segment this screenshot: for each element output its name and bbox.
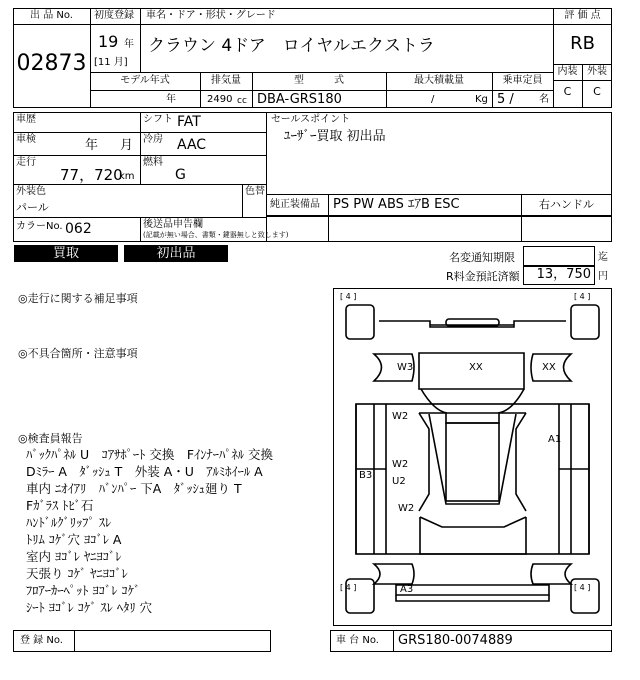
damage-tag-left-rear: B3: [359, 470, 373, 481]
tag-first-listing: 初出品: [124, 245, 228, 262]
chassis-number: GRS180-0074889: [398, 633, 513, 648]
inspection-label: 車検: [16, 134, 36, 145]
score-value: RB: [570, 33, 595, 54]
damage-tag-roof-2: U2: [392, 476, 406, 487]
steering-side: 右ハンドル: [539, 198, 594, 211]
registration-label: 登 録 No.: [20, 635, 63, 646]
report-line: ｼｰﾄ ﾖｺﾞﾚ ｺｹﾞ ｽﾚ ﾍﾀﾘ 穴: [26, 600, 153, 615]
report-line: ﾄﾘﾑ ｺｹﾞ穴 ﾖｺﾞﾚ A: [26, 532, 122, 547]
exterior-score: C: [593, 85, 601, 98]
ac-label: 冷房: [143, 134, 163, 145]
report-line: 車内 ﾆｵｲｱﾘ ﾊﾞﾝﾊﾟｰ 下A ﾀﾞｯｼｭ廻り T: [26, 481, 242, 496]
fuel-value: G: [175, 167, 186, 183]
damage-tag-left-rear-door: W2: [398, 503, 415, 514]
recycle-fee-value: 13，750: [536, 267, 591, 282]
damage-tag-front: XX: [469, 362, 483, 373]
history-label: 車歴: [16, 114, 36, 125]
color-number: 062: [65, 221, 92, 237]
equipment-label: 純正装備品: [270, 199, 320, 210]
report-line: Fｶﾞﾗｽ ﾄﾋﾞ石: [26, 498, 94, 513]
interior-score-label: 内装: [557, 66, 578, 77]
tag-buyout: 買取: [14, 245, 118, 262]
max-load-value: /: [431, 94, 435, 105]
displacement-label: 排気量: [211, 75, 241, 86]
model-year-unit: 年: [166, 94, 176, 105]
displacement-unit: cc: [237, 96, 247, 106]
mileage-unit: km: [119, 171, 135, 182]
car-outline: [334, 289, 611, 625]
equipment-value: PS PW ABS ｴｱB ESC: [333, 197, 460, 212]
ac-value: AAC: [177, 137, 207, 153]
color-number-label: カラーNo.: [16, 221, 63, 232]
damage-tag-front-left: W3: [397, 362, 414, 373]
deadline-field: [523, 246, 595, 266]
mileage-value: 77，720: [60, 166, 123, 184]
sales-point-label: セールスポイント: [271, 114, 351, 125]
first-registration-label: 初度登録: [94, 10, 134, 21]
lot-number-label: 出 品 No.: [30, 10, 73, 21]
defects-notes-label: ◎不具合箇所・注意事項: [18, 347, 138, 360]
shift-value: FAT: [177, 114, 201, 130]
deadline-unit: 迄: [598, 252, 608, 263]
first-registration-year-unit: 年: [124, 39, 134, 50]
model-year-label: モデル年式: [120, 75, 170, 86]
damage-tag-left-front-door: W2: [392, 411, 409, 422]
displacement-value: 2490: [207, 94, 233, 105]
recycle-fee-unit: 円: [598, 271, 608, 282]
report-line: ﾊﾝﾄﾞﾙｸﾞﾘｯﾌﾟ ｽﾚ: [26, 515, 112, 530]
damage-tag-right-side: A1: [548, 434, 562, 445]
chassis-label: 車 台 No.: [336, 635, 379, 646]
driving-notes-label: ◎走行に関する補足事項: [18, 292, 138, 305]
exterior-color: パール: [16, 201, 49, 214]
inspection-year-unit: 年: [85, 138, 99, 153]
report-line: Dﾐﾗｰ A ﾀﾞｯｼｭ T 外装 A・U ｱﾙﾐﾎｲｰﾙ A: [26, 464, 263, 479]
deadline-label: 名変通知期限: [449, 251, 515, 264]
corner-label-top-right: [ 4 ]: [574, 292, 591, 301]
interior-score: C: [563, 85, 572, 98]
fuel-label: 燃料: [143, 157, 163, 168]
mileage-label: 走行: [16, 157, 36, 168]
report-line: ﾊﾞｯｸﾊﾟﾈﾙ U ｺｱｻﾎﾟｰﾄ 交換 Fｲﾝﾅｰﾊﾟﾈﾙ 交換: [26, 447, 274, 462]
exterior-color-label: 外装色: [16, 186, 46, 197]
capacity-unit: 名: [539, 94, 549, 105]
aftermarket-label: 後送品申告欄: [143, 219, 203, 230]
capacity-value: 5 /: [497, 92, 514, 107]
inspector-report: [26, 446, 273, 616]
damage-diagram: [333, 288, 612, 626]
exterior-score-label: 外装: [587, 66, 607, 77]
damage-tag-front-right: XX: [542, 362, 556, 373]
aftermarket-note: (記載が無い場合、書類・鍵器無しと致します): [143, 231, 289, 239]
car-name: クラウン 4ドア ロイヤルエクストラ: [148, 36, 435, 56]
damage-tag-rear: A3: [400, 584, 414, 595]
capacity-label: 乗車定員: [502, 75, 543, 86]
corner-label-bottom-left: [ 4 ]: [340, 583, 357, 592]
damage-tag-roof-1: W2: [392, 459, 409, 470]
corner-label-top-left: [ 4 ]: [340, 292, 357, 301]
inspector-report-label: ◎検査員報告: [18, 432, 83, 445]
report-line: 室内 ﾖｺﾞﾚ ﾔﾆﾖｺﾞﾚ: [26, 549, 122, 564]
shift-label: シフト: [143, 114, 173, 125]
score-label: 評 価 点: [564, 10, 601, 21]
inspection-month-unit: 月: [120, 138, 134, 153]
first-registration-year: 19: [98, 32, 119, 51]
color-change-label: 色替: [245, 186, 265, 197]
car-name-label: 車名・ドア・形状・グレード: [146, 10, 276, 21]
blank-row: [266, 216, 612, 242]
lot-number: 02873: [16, 51, 87, 76]
model-type: DBA-GRS180: [257, 92, 342, 107]
sales-point-text: ﾕｰｻﾞｰ買取 初出品: [284, 129, 386, 144]
report-line: 天張り ｺｹﾞ ﾔﾆﾖｺﾞﾚ: [26, 566, 128, 581]
max-load-unit: Kg: [475, 94, 488, 105]
first-registration-month: [11 月]: [94, 57, 128, 68]
recycle-fee-label: R料金預託済額: [446, 270, 520, 283]
report-line: ﾌﾛｱｰｶｰﾍﾟｯﾄ ﾖｺﾞﾚ ｺｹﾞ: [26, 583, 141, 598]
model-type-label: 型 式: [294, 75, 344, 86]
corner-label-bottom-right: [ 4 ]: [574, 583, 591, 592]
max-load-label: 最大積載量: [414, 75, 464, 86]
